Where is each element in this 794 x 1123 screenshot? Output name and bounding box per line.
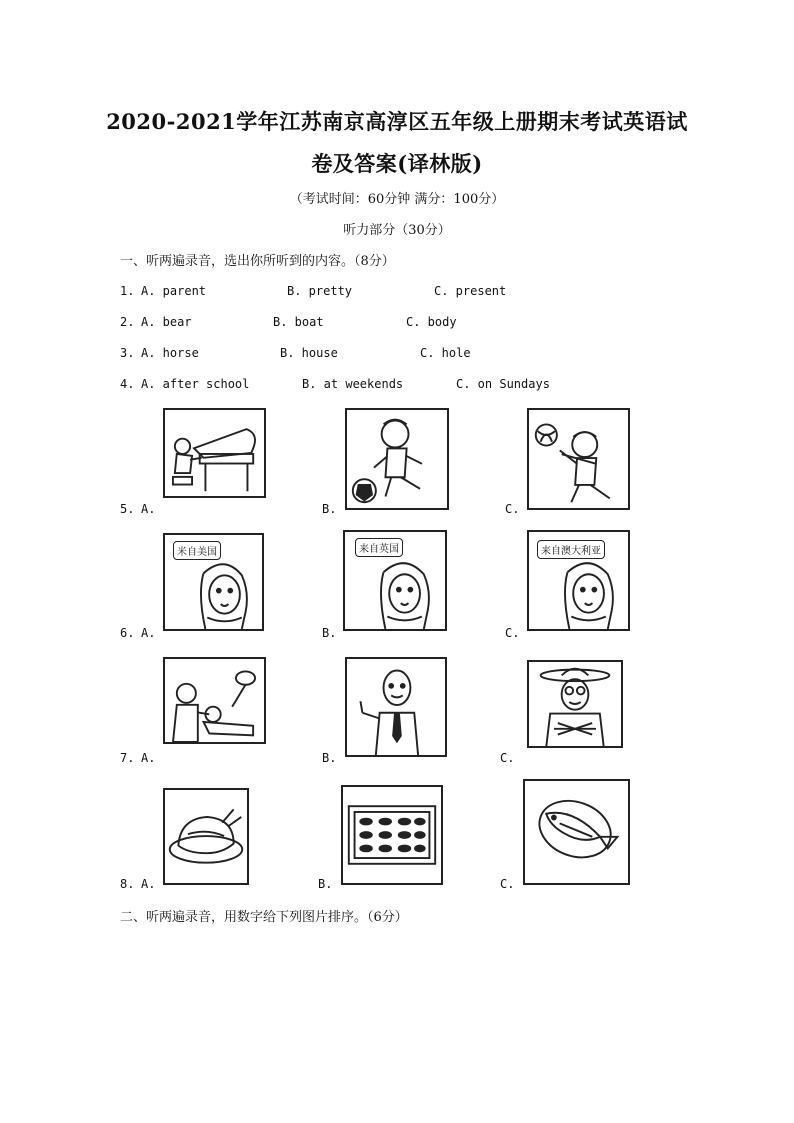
q6-label-a: A. [141,626,156,640]
q7-label-a: A. [141,751,156,765]
roast-turkey-icon [163,788,249,885]
q3-option-a: A. horse [141,346,199,360]
girl-from-australia-icon [527,530,630,631]
speech-bubble-b: 来自英国 [355,538,403,557]
q4-option-a: A. after school [141,377,250,391]
q5-number: 5. [120,502,135,516]
q4-number: 4. [120,377,135,391]
girl-from-britain-icon [343,530,447,631]
q8-label-a: A. [141,877,156,891]
q3-option-b: B. house [280,346,338,360]
q8-label-c: C. [500,877,515,891]
q1-option-b: B. pretty [287,284,353,298]
q5-label-a: A. [141,502,156,516]
q2-option-c: C. body [406,315,457,329]
q4-option-b: B. at weekends [302,377,404,391]
q2-option-a: A. bear [141,315,192,329]
q3-number: 3. [120,346,135,360]
q3-option-c: C. hole [420,346,471,360]
boy-playing-piano-icon [163,408,266,498]
section1-heading: 一、听两遍录音，选出你所听到的内容。（8分） [120,254,395,269]
speech-bubble-a: 米自美国 [173,541,221,560]
boy-playing-volleyball-icon [527,408,630,510]
part-heading: 听力部分（30分） [343,223,451,238]
q5-label-b: B. [322,502,337,516]
boy-kicking-football-icon [345,408,449,510]
section2-heading: 二、听两遍录音，用数字给下列图片排序。（6分） [120,910,408,925]
q5-label-c: C. [505,502,520,516]
cowboy-farmer-icon [527,660,623,748]
q8-label-b: B. [318,877,333,891]
page-title-line1: 2020-2021学年江苏南京高淳区五年级上册期末考试英语试 [106,109,688,134]
q2-option-b: B. boat [273,315,324,329]
q4-option-c: C. on Sundays [456,377,550,391]
page-title-line2: 卷及答案(译林版) [311,151,483,176]
speech-bubble-c: 来自澳大利亚 [537,540,605,559]
q2-number: 2. [120,315,135,329]
q6-number: 6. [120,626,135,640]
q1-number: 1. [120,284,135,298]
q8-number: 8. [120,877,135,891]
q6-label-b: B. [322,626,337,640]
tray-of-dumplings-icon [341,785,443,885]
dentist-icon [163,657,266,744]
girl-from-america-icon [163,533,264,631]
man-in-tie-icon [345,657,447,757]
fish-on-plate-icon [523,779,630,885]
q7-label-b: B. [322,751,337,765]
q7-label-c: C. [500,751,515,765]
exam-info: （考试时间：60分钟 满分：100分） [289,192,505,207]
q6-label-c: C. [505,626,520,640]
q1-option-a: A. parent [141,284,207,298]
q1-option-c: C. present [434,284,507,298]
q7-number: 7. [120,751,135,765]
